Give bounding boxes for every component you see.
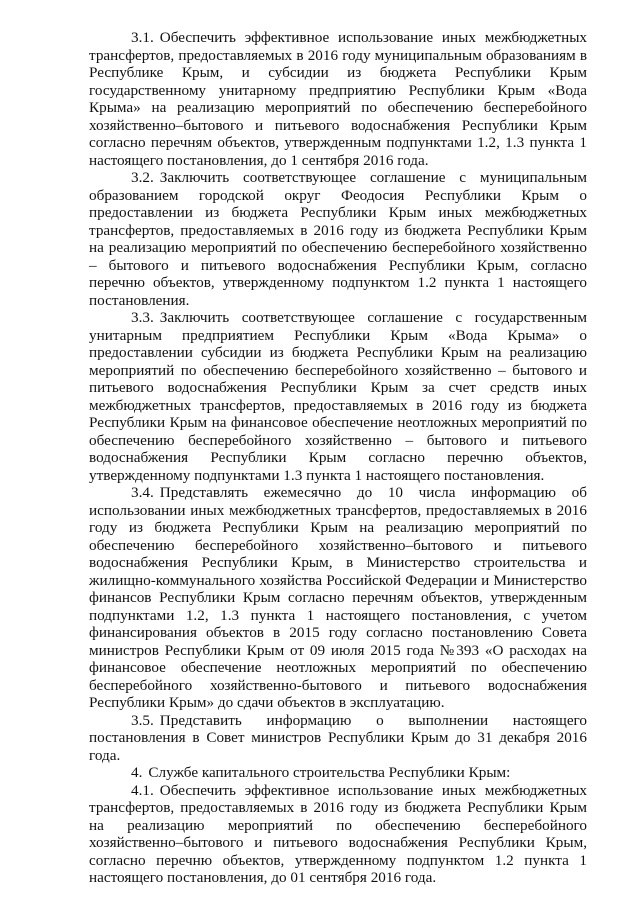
paragraph-text: Службе капитального строительства Республики Крым: — [148, 764, 511, 781]
paragraph-number: 4. — [131, 764, 143, 781]
paragraph-text: Заключить соответствующее соглашение с муниципальным образованием городской округ Феодосия Республики Крым о предоставлении из бюджета Республики Крым иных межбюджетных трансфертов, предоставляемых в 2016 году из бюджета Республики Крым на реализацию мероприятий по обеспечению бесперебойного хозяйственно – бытового и питьевого водоснабжения Республики Крым, согласно перечню объектов, утвержденному подпунктом 1.2 пункта 1 настоящего постановления. — [89, 169, 587, 309]
paragraph-3-1 — [89, 29, 587, 169]
paragraph-number: 3.2. — [131, 169, 154, 186]
paragraph-text: Заключить соответствующее соглашение с государственным унитарным предприятием Республики Крым «Вода Крыма» о предоставлении субсидии из бюджета Республики Крым на реализацию мероприятий по обеспечению бесперебойного хозяйственно – бытового и питьевого водоснабжения Республики Крым за счет средств иных межбюджетных трансфертов, предоставляемых в 2016 году из бюджета Республики Крым на финансовое обеспечение неотложных мероприятий по обеспечению бесперебойного хозяйственно – бытового и питьевого водоснабжения Республики Крым согласно перечню объектов, утвержденному подпунктами 1.3 пункта 1 настоящего постановления. — [89, 309, 587, 484]
paragraph-text: Представить информацию о выполнении настоящего постановления в Совет министров Республики Крым до 31 декабря 2016 года. — [89, 711, 587, 764]
paragraph-text: Обеспечить эффективное использование иных межбюджетных трансфертов, предоставляемых в 2016 году из бюджета Республики Крым на реализацию мероприятий по обеспечению бесперебойного хозяйственно–бытового и питьевого водоснабжения Республики Крым, согласно перечню объектов, утвержденному подпунктом 1.2 пункта 1 настоящего постановления, до 01 сентября 2016 года. — [89, 781, 587, 886]
paragraph-3-3 — [89, 309, 587, 484]
paragraph-number: 3.4. — [131, 484, 154, 501]
paragraph-3-5 — [89, 712, 587, 765]
paragraph-3-4 — [89, 484, 587, 712]
document-page — [89, 29, 587, 887]
paragraph-text: Представлять ежемесячно до 10 числа информацию об использовании иных межбюджетных трансфертов, предоставляемых в 2016 году из бюджета Республики Крым на реализацию мероприятий по обеспечению бесперебойного хозяйственно–бытового и питьевого водоснабжения Республики Крым, в Министерство строительства и жилищно-коммунального хозяйства Российской Федерации и Министерство финансов Республики Крым согласно перечням объектов, утвержденным подпунктами 1.2, 1.3 пункта 1 настоящего постановления, с учетом финансирования объектов в 2015 году согласно постановлению Совета министров Республики Крым от 09 июля 2015 года №393 «О расходах на финансовое обеспечение неотложных мероприятий по обеспечению бесперебойного хозяйственно-бытового и питьевого водоснабжения Республики Крым» до сдачи объектов в эксплуатацию. — [89, 484, 587, 711]
paragraph-number: 3.1. — [131, 29, 154, 46]
paragraph-4-1 — [89, 782, 587, 887]
paragraph-number: 3.3. — [131, 309, 154, 326]
paragraph-number: 3.5. — [131, 711, 154, 729]
paragraph-4 — [89, 764, 587, 782]
paragraph-text: Обеспечить эффективное использование иных межбюджетных трансфертов, предоставляемых в 2016 году муниципальным образованиям в Республике Крым, и субсидии из бюджета Республики Крым государственному унитарному предприятию Республики Крым «Вода Крыма» на реализацию мероприятий по обеспечению бесперебойного хозяйственно–бытового и питьевого водоснабжения Республики Крым согласно перечням объектов, утвержденным подпунктами 1.2, 1.3 пункта 1 настоящего постановления, до 1 сентября 2016 года. — [89, 29, 587, 169]
paragraph-number: 4.1. — [131, 781, 154, 799]
paragraph-3-2 — [89, 169, 587, 309]
